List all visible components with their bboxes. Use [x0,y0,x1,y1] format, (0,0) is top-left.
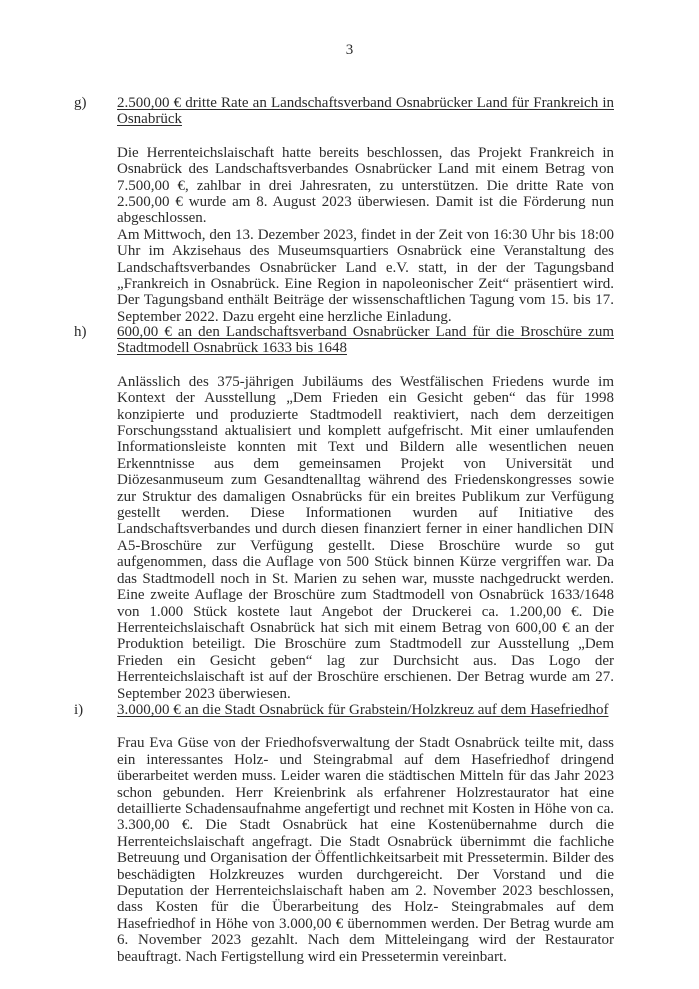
section-body [117,145,614,325]
section-title: 2.500,00 € dritte Rate an Landschaftsverband Osnabrücker Land für Frankreich in Osnabrück [117,95,614,128]
section-g [74,95,614,325]
paragraph: Die Herrenteichslaischaft hatte bereits beschlossen, das Projekt Frankreich in Osnabrück des Landschaftsverbandes Osnabrücker Land mit einem Betrag von 7.500,00 €, zahlbar in drei Jahresraten, zu unterstützen. Die dritte Rate von 2.500,00 € wurde am 8. August 2023 überwiesen. Damit ist die Förderung nun abgeschlossen. [117,144,614,227]
section-label: h) [74,324,87,340]
section-title: 3.000,00 € an die Stadt Osnabrück für Grabstein/Holzkreuz auf dem Hasefriedhof [117,702,609,718]
section-body [117,374,614,702]
section-i [74,702,614,965]
paragraph: Anlässlich des 375-jährigen Jubiläums des Westfälischen Friedens wurde im Kontext der Ausstellung „Dem Frieden ein Gesicht geben“ das für 1998 konzipierte und produzierte Stadtmodell reaktiviert, nach dem derzeitigen Forschungsstand aktualisiert und komplett aufgefrischt. Mit einer umlaufenden Informationsleiste konnten mit Text und Bildern alle wesentlichen neuen Erkenntnisse aus dem gemeinsamen Projekt von Universität und Diözesanmuseum zum Gesandtenalltag während des Friedenskongresses sowie zur Struktur des damaligen Osnabrücks für ein breites Publikum zur Verfügung gestellt werden. Diese Informationen wurden auf Initiative des Landschaftsverbandes und durch diesen finanziert ferner in einer handlichen DIN A5-Broschüre zur Verfügung gestellt. Diese Broschüre wurde so gut aufgenommen, dass die Auflage von 500 Stück binnen Kürze vergriffen war. Da das Stadtmodell noch in St. Marien zu sehen war, musste nachgedruckt werden. Eine zweite Auflage der Broschüre zum Stadtmodell von Osnabrück 1633/1648 von 1.000 Stück kostete laut Angebot der Druckerei ca. 1.200,00 €. Die Herrenteichslaischaft Osnabrück hat sich mit einem Betrag von 600,00 € an der Produktion beteiligt. Die Broschüre zum Stadtmodell zur Ausstellung „Dem Frieden ein Gesicht geben“ lag zur Durchsicht aus. Das Logo der Herrenteichslaischaft ist auf der Broschüre erschienen. Der Betrag wurde am 27. September 2023 überwiesen. [117,373,614,702]
section-label: g) [74,95,87,111]
section-label: i) [74,702,84,718]
section-title: 600,00 € an den Landschaftsverband Osnabrücker Land für die Broschüre zum Stadtmodell Osnabrück 1633 bis 1648 [117,324,614,357]
page-number: 3 [345,42,354,58]
paragraph: Am Mittwoch, den 13. Dezember 2023, findet in der Zeit von 16:30 Uhr bis 18:00 Uhr im Akzisehaus des Museumsquartiers Osnabrück eine Veranstaltung des Landschaftsverbandes Osnabrücker Land e.V. statt, in der der Tagungsband „Frankreich in Osnabrück. Eine Region in napoleonischer Zeit“ präsentiert wird. Der Tagungsband enthält Beiträge der wissenschaftlichen Tagung vom 15. bis 17. September 2022. Dazu ergeht eine herzliche Einladung. [117,226,614,325]
section-h [74,324,614,702]
section-body [117,735,614,965]
paragraph: Frau Eva Güse von der Friedhofsverwaltung der Stadt Osnabrück teilte mit, dass ein interessantes Holz- und Steingrabmal auf dem Hasefriedhof dringend überarbeitet werden muss. Leider waren die städtischen Mitteln für das Jahr 2023 schon gebunden. Herr Kreienbrink als erfahrener Holzrestaurator hat eine detaillierte Schadensaufnahme angefertigt und rechnet mit Kosten in Höhe von ca. 3.300,00 €. Die Stadt Osnabrück hat eine Kostenübernahme durch die Herrenteichslaischaft angefragt. Die Stadt Osnabrück übernimmt die fachliche Betreuung und Organisation der Öffentlichkeitsarbeit mit Pressetermin. Bilder des beschädigten Holzkreuzes wurden durchgereicht. Der Vorstand und die Deputation der Herrenteichslaischaft haben am 2. November 2023 beschlossen, dass Kosten für die Überarbeitung des Holz- Steingrabmales auf dem Hasefriedhof in Höhe von 3.000,00 € übernommen werden. Der Betrag wurde am 6. November 2023 gezahlt. Nach dem Mitteleingang wird der Restaurator beauftragt. Nach Fertigstellung wird ein Pressetermin vereinbart. [117,735,614,965]
